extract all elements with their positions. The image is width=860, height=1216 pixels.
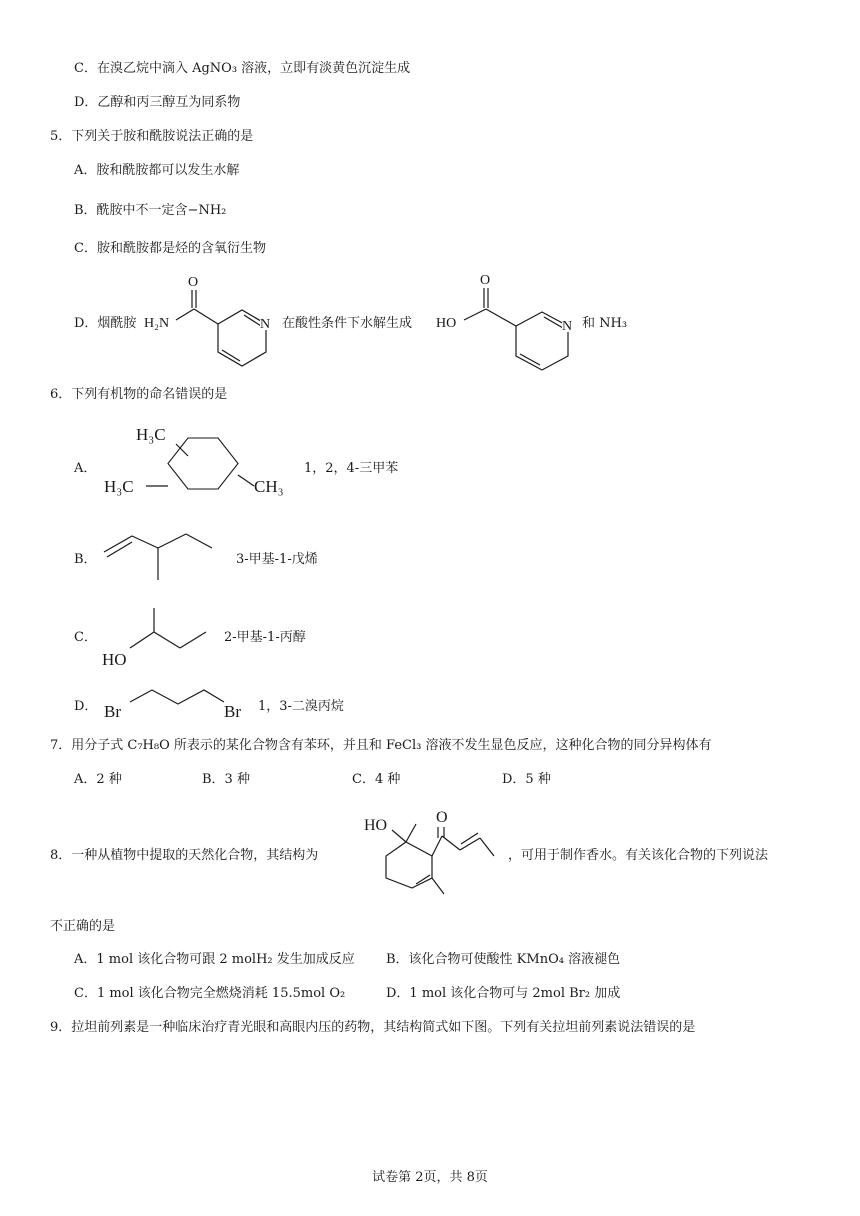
q8-stem-pre: 8．一种从植物中提取的天然化合物，其结构为	[50, 848, 319, 863]
q8-option-c: C．1 mol 该化合物完全燃烧消耗 15.5mol O₂	[74, 986, 346, 1001]
nicotinamide-structure	[144, 268, 284, 378]
q7-stem: 7．用分子式 C₇H₈O 所表示的某化合物含有苯环，并且和 FeCl₃ 溶液不发生显色反应，这种化合物的同分异构体有	[50, 738, 712, 753]
methylpentene-structure	[100, 526, 230, 586]
q5-option-a: A．胺和酰胺都可以发生水解	[74, 163, 240, 178]
methyl-label-3: CH₃	[254, 477, 284, 496]
bromine-label-2: Br	[224, 702, 241, 721]
page-footer: 试卷第 2页，共 8页	[372, 1170, 488, 1185]
methyl-label-1: H₃C	[136, 425, 166, 444]
struct-h2n-label: H₂N	[144, 316, 170, 331]
q6-option-c-letter: C．	[74, 630, 97, 645]
q7-option-d: D．5 种	[502, 772, 551, 787]
q9-stem: 9．拉坦前列素是一种临床治疗青光眼和高眼内压的药物，其结构简式如下图。下列有关拉坦前列素说法错误的是	[50, 1020, 696, 1035]
bromine-label-1: Br	[104, 702, 121, 721]
q6-option-a-letter: A．	[74, 461, 97, 476]
dibromopropane-structure	[100, 682, 260, 724]
q6-option-d-name: 1，3-二溴丙烷	[258, 699, 344, 714]
q5-option-d-mid: 在酸性条件下水解生成	[282, 316, 413, 331]
struct2-o-label: O	[480, 273, 491, 288]
butanol-structure	[100, 604, 220, 674]
q6-option-b-name: 3-甲基-1-戊烯	[236, 552, 318, 567]
struct2-ho-label: HO	[436, 316, 457, 331]
q8-option-b: B．该化合物可使酸性 KMnO₄ 溶液褪色	[386, 952, 621, 967]
q5-option-c: C．胺和酰胺都是烃的含氧衍生物	[74, 241, 266, 256]
struct-ketone-o-label: O	[436, 809, 448, 826]
q4-option-c: C．在溴乙烷中滴入 AgNO₃ 溶液，立即有淡黄色沉淀生成	[74, 61, 411, 76]
q6-option-b-letter: B．	[74, 552, 97, 567]
q5-stem: 5．下列关于胺和酰胺说法正确的是	[50, 129, 254, 144]
q8-option-a: A．1 mol 该化合物可跟 2 molH₂ 发生加成反应	[74, 952, 355, 967]
q8-stem-cont: 不正确的是	[50, 919, 116, 934]
q8-option-d: D．1 mol 该化合物可与 2mol Br₂ 加成	[386, 986, 621, 1001]
methyl-label-2: H₃C	[104, 477, 134, 496]
hydroxyl-label: HO	[102, 650, 127, 669]
q4-option-d: D．乙醇和丙三醇互为同系物	[74, 95, 241, 110]
struct-ho-label: HO	[364, 817, 388, 834]
natural-compound-structure	[360, 800, 510, 900]
struct-o-label: O	[188, 275, 199, 290]
q7-option-a: A．2 种	[74, 772, 122, 787]
q8-stem-post: ，可用于制作香水。有关该化合物的下列说法	[508, 848, 769, 863]
q6-option-c-name: 2-甲基-1-丙醇	[224, 630, 306, 645]
q5-option-d-prefix: D．烟酰胺	[74, 316, 137, 331]
nicotinic-acid-structure	[432, 264, 592, 380]
q6-stem: 6．下列有机物的命名错误的是	[50, 387, 228, 402]
q7-option-c: C．4 种	[352, 772, 401, 787]
struct2-n-label: N	[562, 319, 573, 334]
struct-n-label: N	[260, 317, 271, 332]
q6-option-a-name: 1，2，4-三甲苯	[304, 461, 399, 476]
trimethylbenzene-structure	[100, 416, 300, 506]
q6-option-d-letter: D．	[74, 699, 98, 714]
q7-option-b: B．3 种	[202, 772, 250, 787]
q5-option-b: B．酰胺中不一定含−NH₂	[74, 203, 227, 218]
q5-option-d-suffix: 和 NH₃	[582, 316, 628, 331]
